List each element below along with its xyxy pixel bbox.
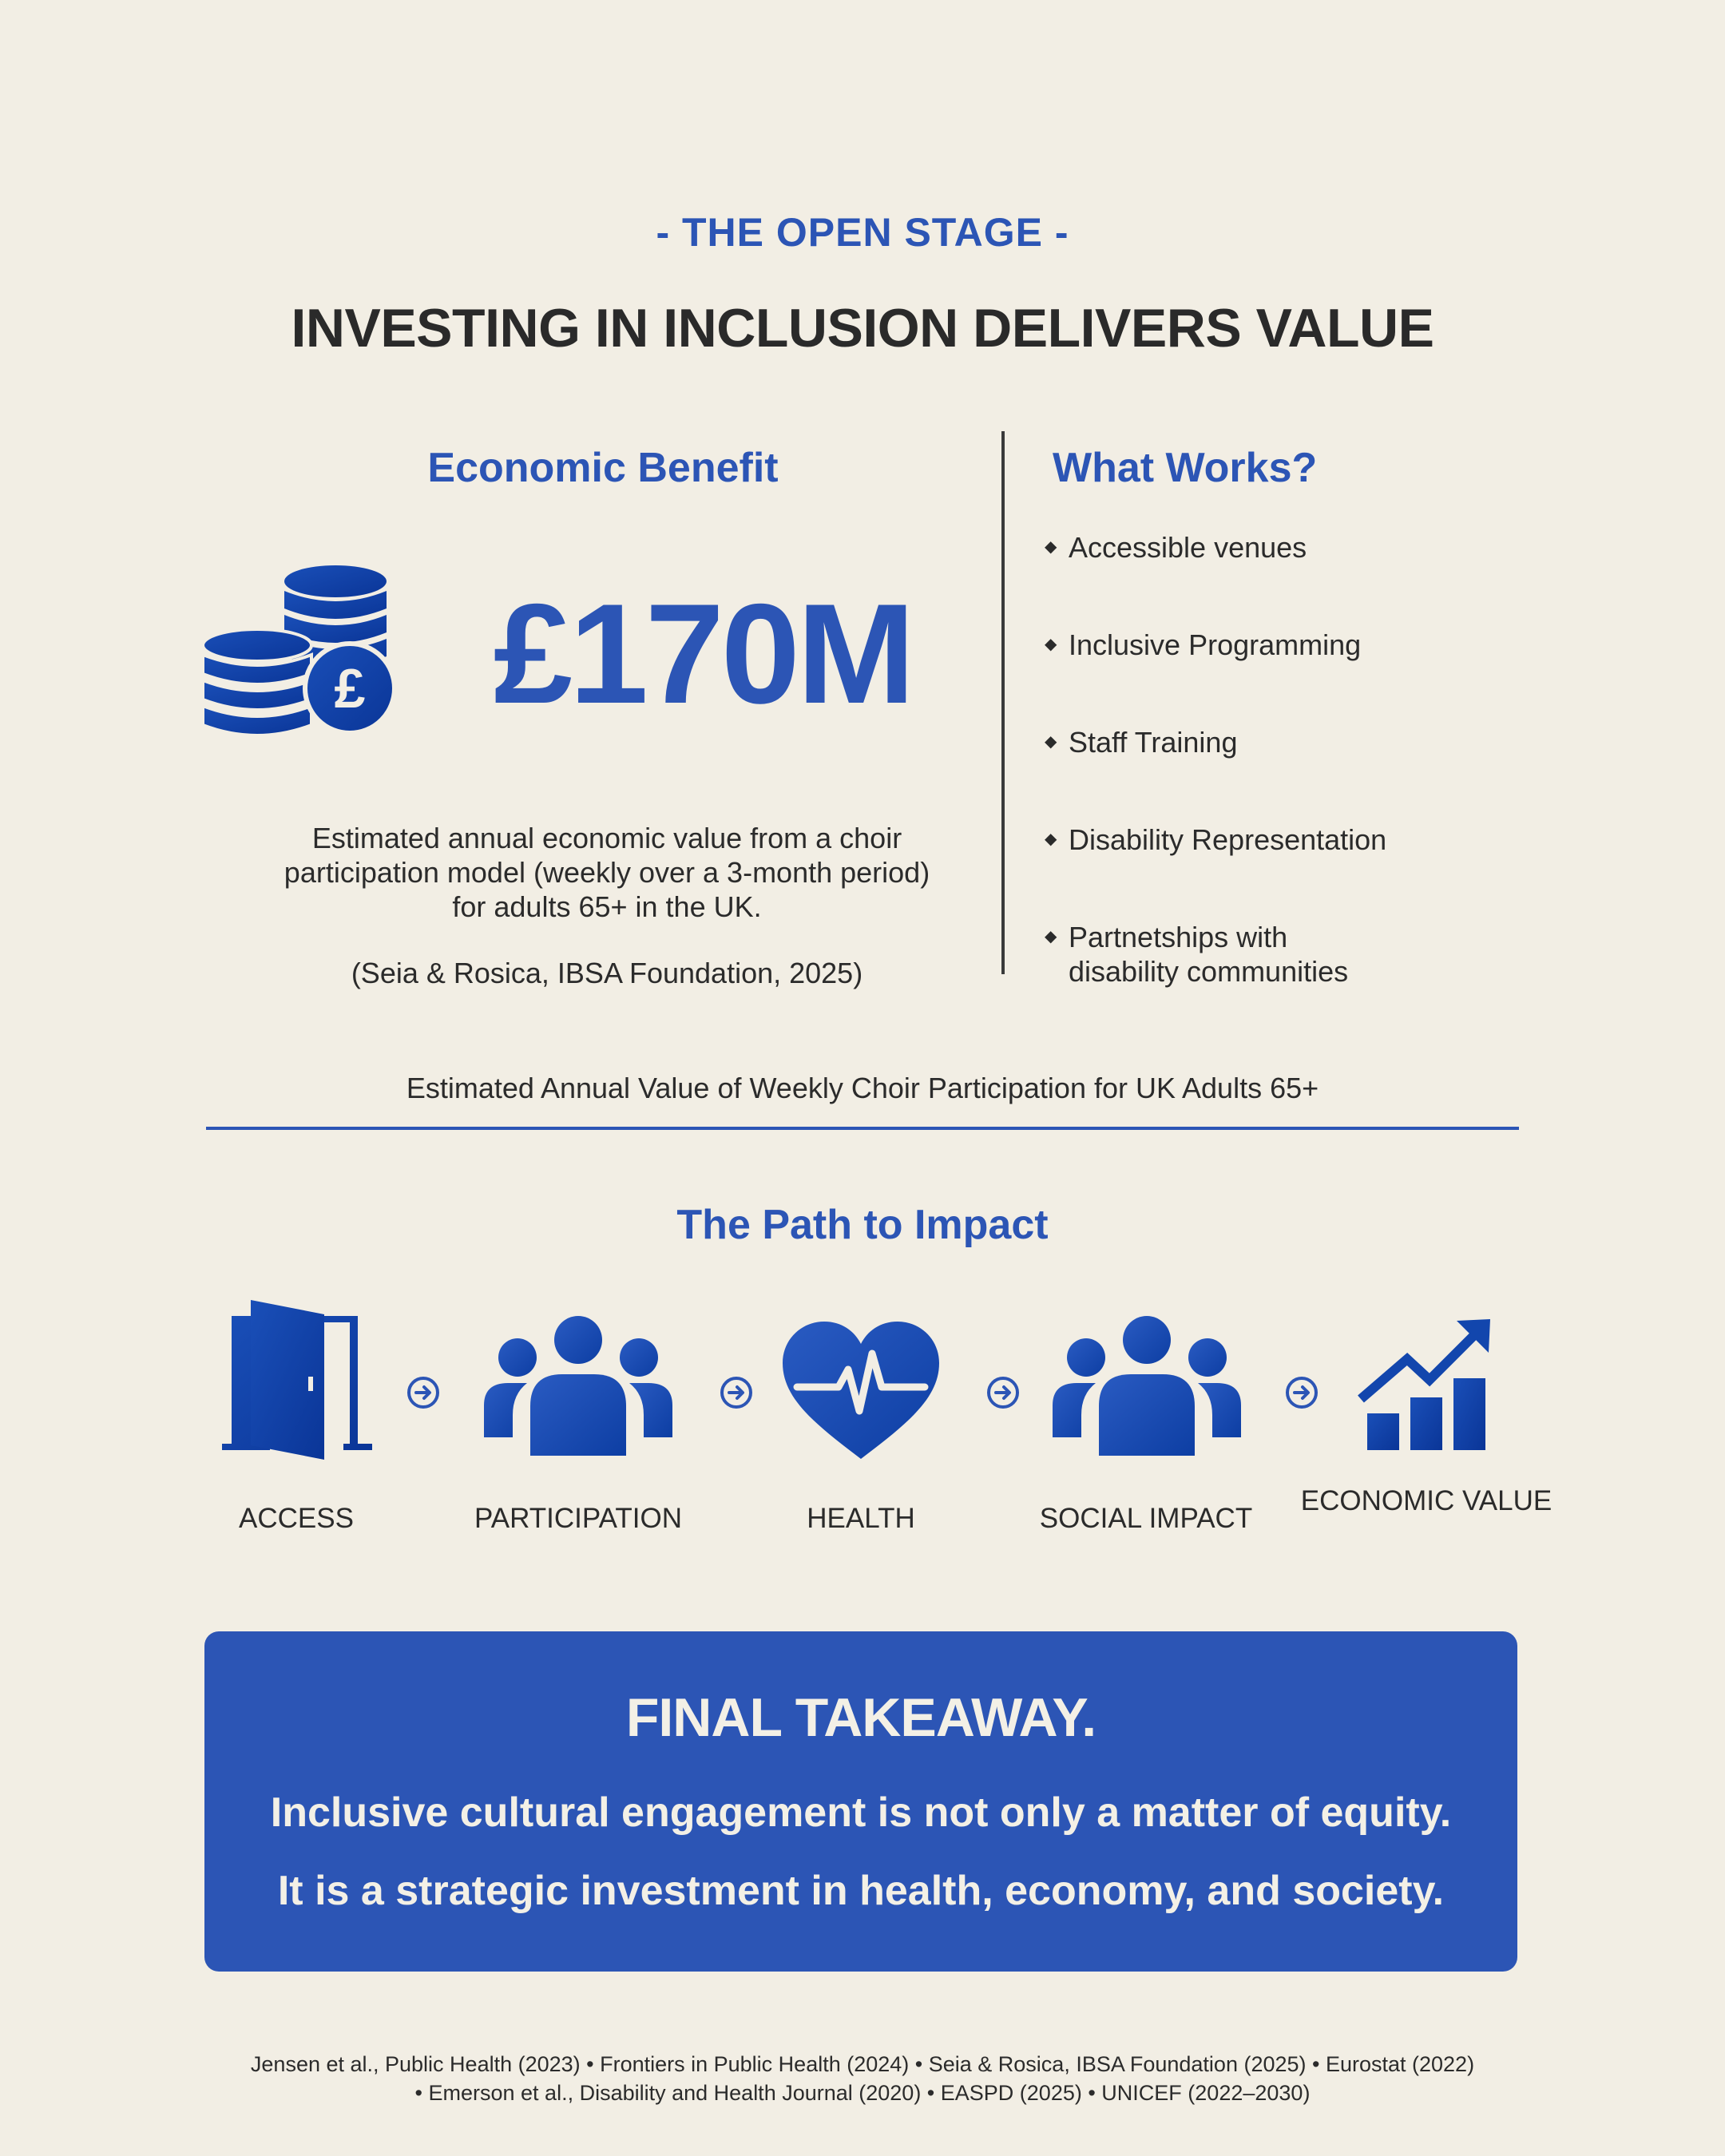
what-works-item: ◆ Disability Representation (1045, 823, 1387, 856)
growth-chart-icon (1358, 1316, 1493, 1452)
what-works-item: ◆ Partnetships with disability communities (1045, 921, 1349, 988)
arrow-right-icon (985, 1375, 1021, 1410)
step-label-access: ACCESS (239, 1503, 354, 1534)
what-works-item: ◆ Accessible venues (1045, 531, 1307, 564)
vertical-divider (1001, 431, 1005, 974)
references-line-1: Jensen et al., Public Health (2023) • Frontiers in Public Health (2024) • Seia & Rosica, IBSA Foundation (2025) • Eurostat (2022) (250, 2052, 1475, 2076)
kicker-text: - THE OPEN STAGE - (656, 210, 1069, 255)
people-group-icon (1053, 1316, 1241, 1456)
economic-benefit-heading: Economic Benefit (427, 445, 779, 491)
path-heading: The Path to Impact (676, 1202, 1049, 1248)
what-works-heading: What Works? (1053, 445, 1318, 491)
takeaway-line-2: It is a strategic investment in health, economy, and society. (277, 1868, 1445, 1914)
bullet-icon: ◆ (1045, 733, 1057, 751)
svg-text:£: £ (334, 657, 366, 719)
step-label-economic-value: ECONOMIC VALUE (1300, 1485, 1552, 1516)
bullet-icon: ◆ (1045, 538, 1057, 556)
value-caption: Estimated Annual Value of Weekly Choir Participation for UK Adults 65+ (406, 1072, 1319, 1104)
page-title: INVESTING IN INCLUSION DELIVERS VALUE (291, 298, 1434, 359)
takeaway-line-1: Inclusive cultural engagement is not only a matter of equity. (270, 1789, 1452, 1836)
door-icon (222, 1300, 375, 1460)
economic-description: Estimated annual economic value from a choir participation model (weekly over a 3-month period) for adults 65+ in the UK. (284, 822, 930, 923)
what-works-item: ◆ Staff Training (1045, 726, 1238, 759)
economic-value-figure: £170M (493, 574, 913, 733)
bullet-icon: ◆ (1045, 928, 1057, 945)
pound-coins-icon (200, 559, 399, 739)
step-label-social-impact: SOCIAL IMPACT (1039, 1503, 1253, 1534)
references-line-2: • Emerson et al., Disability and Health Journal (2020) • EASPD (2025) • UNICEF (2022–2030) (414, 2081, 1311, 2105)
what-works-item: ◆ Inclusive Programming (1045, 628, 1362, 661)
horizontal-divider (206, 1127, 1519, 1130)
people-group-icon (484, 1316, 672, 1456)
heartbeat-icon (783, 1322, 939, 1459)
step-label-health: HEALTH (807, 1503, 915, 1534)
arrow-right-icon (719, 1375, 754, 1410)
takeaway-title: FINAL TAKEAWAY. (625, 1687, 1096, 1748)
bullet-icon: ◆ (1045, 636, 1057, 653)
economic-citation: (Seia & Rosica, IBSA Foundation, 2025) (351, 957, 863, 989)
bullet-icon: ◆ (1045, 830, 1057, 848)
arrow-right-icon (1284, 1375, 1319, 1410)
arrow-right-icon (406, 1375, 441, 1410)
step-label-participation: PARTICIPATION (474, 1503, 682, 1534)
